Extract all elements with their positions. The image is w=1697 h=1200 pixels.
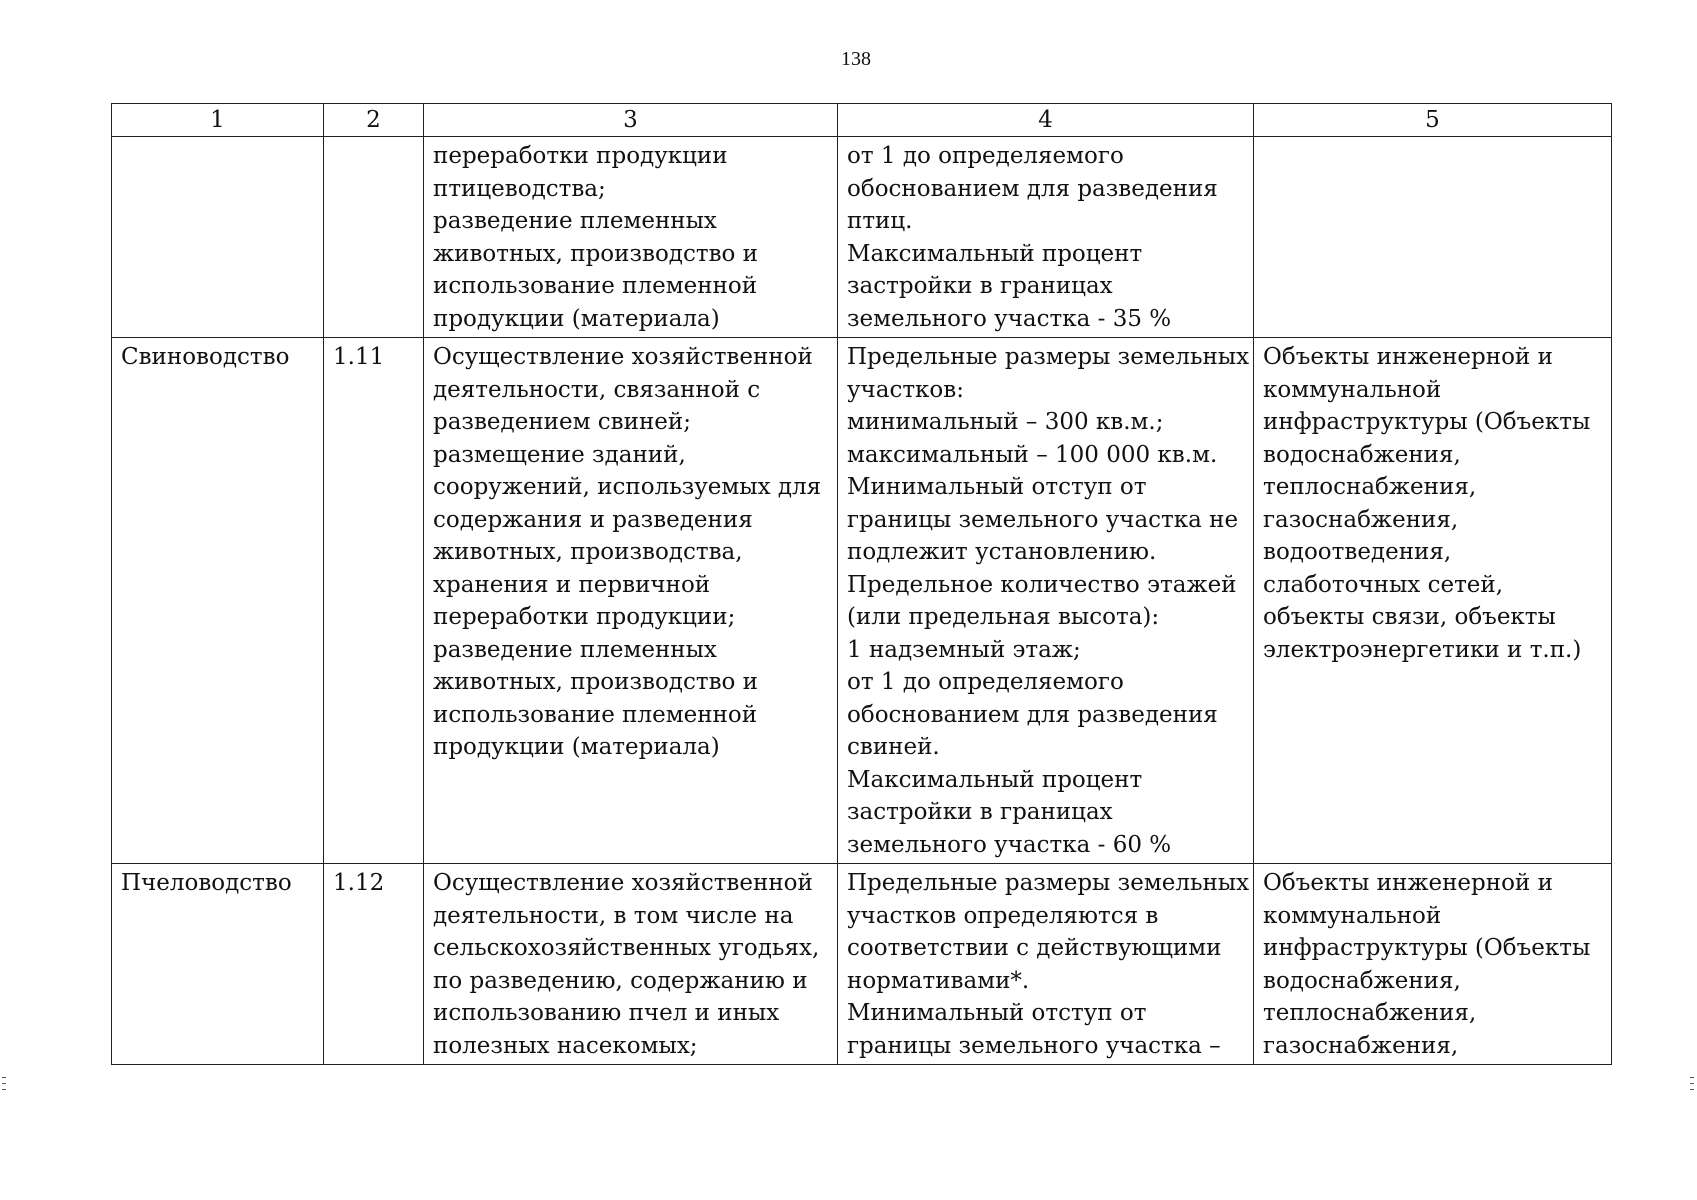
cell-text-line: свиней. <box>847 734 940 760</box>
cell-text-line: границы земельного участка не <box>847 506 1239 533</box>
cell-text-line: максимальный – 100 000 кв.м. <box>847 441 1218 468</box>
cell-text-line: переработки продукции; <box>433 604 736 630</box>
cell-text-line: хранения и первичной <box>433 571 711 598</box>
scan-margin-mark <box>1690 1083 1694 1084</box>
cell-text-line: теплоснабжения, <box>1263 474 1477 500</box>
cell-text-line: Максимальный процент <box>847 766 1143 793</box>
cell-text-line: коммунальной <box>1263 376 1442 403</box>
cell-text-line: обоснованием для разведения <box>847 175 1218 202</box>
cell-text-line: слаботочных сетей, <box>1263 571 1504 598</box>
cell-text-line: объекты связи, объекты <box>1263 604 1556 630</box>
table-cell-col-3 <box>424 338 838 864</box>
table-cell-col-4 <box>838 864 1254 1065</box>
cell-text-line: разведением свиней; <box>433 409 691 435</box>
scan-margin-mark <box>2 1077 6 1078</box>
table-cell-col-1 <box>112 338 324 864</box>
cell-text-line: газоснабжения, <box>1263 506 1459 533</box>
page-number: 138 <box>841 48 871 70</box>
header-row <box>112 104 1612 137</box>
table-cell-col-1 <box>112 864 324 1065</box>
scan-margin-mark <box>1690 1077 1694 1078</box>
cell-text-line: инфраструктуры (Объекты <box>1263 409 1591 435</box>
table-cell-col-5 <box>1254 864 1612 1065</box>
cell-text-line: содержания и разведения <box>433 506 753 533</box>
cell-text-line: использованию пчел и иных <box>433 1000 780 1026</box>
cell-text-line: земельного участка - 60 % <box>847 831 1172 858</box>
cell-text-line: теплоснабжения, <box>1263 1000 1477 1026</box>
cell-text-line: нормативами*. <box>847 967 1030 994</box>
cell-text-line: переработки продукции <box>433 143 728 169</box>
cell-text-line: земельного участка - 35 % <box>847 305 1172 332</box>
cell-text-line: размещение зданий, <box>433 441 686 468</box>
table-cell-col-2 <box>324 338 424 864</box>
cell-text-line: Минимальный отступ от <box>847 1000 1147 1026</box>
cell-text-line: 1 надземный этаж; <box>847 636 1081 663</box>
cell-text-line: животных, производства, <box>433 539 743 565</box>
table-row <box>112 338 1612 864</box>
regulations-table <box>111 103 1612 1065</box>
cell-text-line: газоснабжения, <box>1263 1032 1459 1059</box>
cell-text-line: минимальный – 300 кв.м.; <box>847 409 1164 435</box>
header-col-1: 1 <box>112 104 324 137</box>
cell-text-line: подлежит установлению. <box>847 539 1157 565</box>
cell-text-line: деятельности, в том числе на <box>433 902 794 929</box>
cell-text-line: использование племенной <box>433 273 758 299</box>
cell-text-line: электроэнергетики и т.п.) <box>1263 636 1582 663</box>
table-cell-col-2 <box>324 137 424 338</box>
cell-text-line: 1.11 <box>333 344 385 370</box>
table-cell-col-1 <box>112 137 324 338</box>
cell-text-line: птиц. <box>847 208 913 234</box>
table-row <box>112 864 1612 1065</box>
cell-text-line: разведение племенных <box>433 636 717 663</box>
cell-text-line: водоснабжения, <box>1263 441 1461 468</box>
cell-text-line: инфраструктуры (Объекты <box>1263 935 1591 961</box>
cell-text-line: 1.12 <box>333 870 385 896</box>
cell-text-line: Осуществление хозяйственной <box>433 344 813 370</box>
cell-text-line: животных, производство и <box>433 669 759 695</box>
table-cell-col-3 <box>424 137 838 338</box>
table-cell-col-4 <box>838 137 1254 338</box>
cell-text-line: Предельные размеры земельных <box>847 344 1250 370</box>
table-cell-col-5 <box>1254 338 1612 864</box>
cell-text-line: деятельности, связанной с <box>433 376 761 403</box>
cell-text-line: продукции (материала) <box>433 734 720 760</box>
cell-text-line: Предельное количество этажей <box>847 571 1237 598</box>
cell-text-line: использование племенной <box>433 701 758 728</box>
cell-text-line: Объекты инженерной и <box>1263 870 1553 896</box>
cell-text-line: птицеводства; <box>433 175 606 202</box>
cell-text-line: коммунальной <box>1263 902 1442 929</box>
cell-text-line: по разведению, содержанию и <box>433 967 808 994</box>
table-body <box>112 137 1612 1065</box>
cell-text-line: (или предельная высота): <box>847 604 1160 630</box>
cell-text-line: Пчеловодство <box>121 870 292 896</box>
cell-text-line: разведение племенных <box>433 208 717 234</box>
cell-text-line: сельскохозяйственных угодьях, <box>433 935 820 961</box>
header-col-4: 4 <box>838 104 1254 137</box>
cell-text-line: от 1 до определяемого <box>847 669 1124 695</box>
cell-text-line: участков определяются в <box>847 902 1159 929</box>
scan-margin-mark <box>1690 1089 1694 1090</box>
table-row <box>112 137 1612 338</box>
cell-text-line: обоснованием для разведения <box>847 701 1218 728</box>
cell-text-line: Осуществление хозяйственной <box>433 870 813 896</box>
table-cell-col-2 <box>324 864 424 1065</box>
cell-text-line: полезных насекомых; <box>433 1032 698 1059</box>
cell-text-line: Минимальный отступ от <box>847 474 1147 500</box>
table-cell-col-4 <box>838 338 1254 864</box>
cell-text-line: сооружений, используемых для <box>433 474 822 500</box>
cell-text-line: границы земельного участка – <box>847 1032 1221 1059</box>
cell-text-line: водоснабжения, <box>1263 967 1461 994</box>
cell-text-line: застройки в границах <box>847 799 1113 825</box>
cell-text-line: продукции (материала) <box>433 305 720 332</box>
table-cell-col-3 <box>424 864 838 1065</box>
header-col-3: 3 <box>424 104 838 137</box>
cell-text-line: от 1 до определяемого <box>847 143 1124 169</box>
cell-text-line: Максимальный процент <box>847 240 1143 267</box>
header-col-2: 2 <box>324 104 424 137</box>
scan-margin-mark <box>2 1089 6 1090</box>
cell-text-line: застройки в границах <box>847 273 1113 299</box>
cell-text-line: Свиноводство <box>121 344 290 370</box>
cell-text-line: соответствии с действующими <box>847 935 1222 961</box>
cell-text-line: участков: <box>847 376 964 403</box>
scan-margin-mark <box>2 1083 6 1084</box>
cell-text-line: животных, производство и <box>433 240 759 267</box>
cell-text-line: Предельные размеры земельных <box>847 870 1250 896</box>
table-cell-col-5 <box>1254 137 1612 338</box>
header-col-5: 5 <box>1254 104 1612 137</box>
cell-text-line: Объекты инженерной и <box>1263 344 1553 370</box>
cell-text-line: водоотведения, <box>1263 539 1452 565</box>
